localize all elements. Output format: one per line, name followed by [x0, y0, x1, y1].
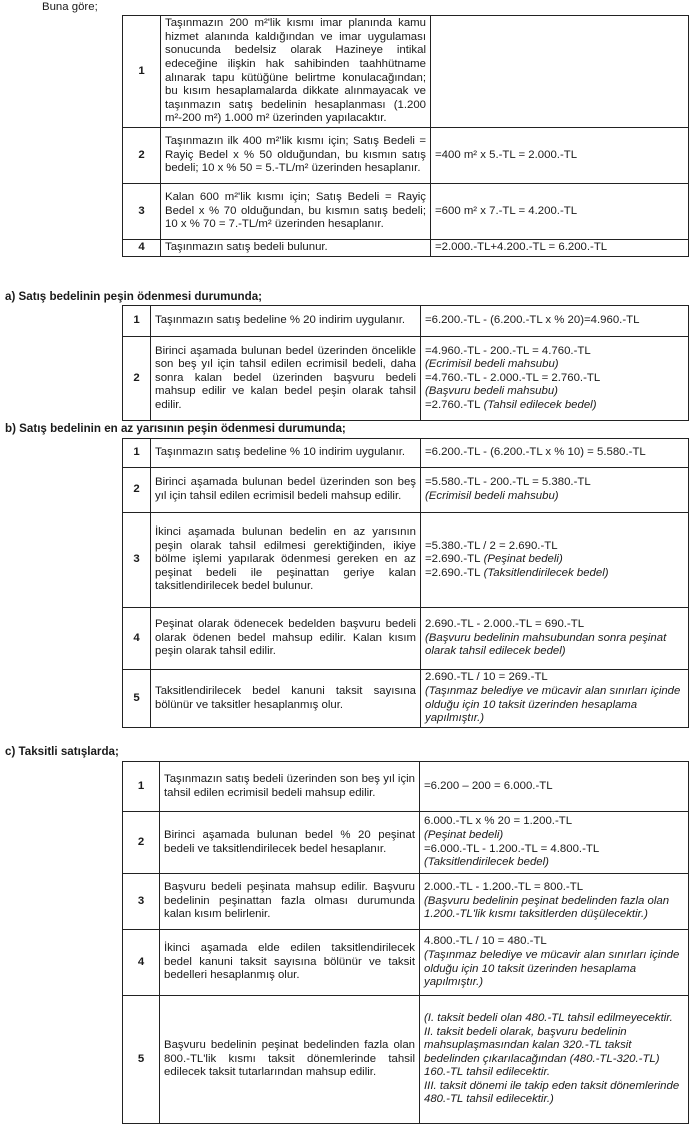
row-calculation: [420, 874, 689, 930]
row-calculation: [421, 468, 689, 513]
row-description: İkinci aşamada bulunan bedelin en az yarısının peşin olarak tahsil edilmesi gerektiğinden, ikiye bölme işlemi yapılarak ödenmesi gereken en az peşinat bedeli ile peşinattan geriye kalan taksitlendirilecek bedel bulunur.: [151, 513, 421, 608]
calculation-value: =2.000.-TL+4.200.-TL = 6.200.-TL: [435, 241, 608, 253]
row-calculation: [421, 513, 689, 608]
calculation-line: [424, 881, 684, 895]
row-number: 4: [123, 930, 160, 996]
calculation-line: [424, 829, 684, 843]
calculation-line: [435, 149, 684, 163]
calculation-line: [425, 567, 684, 581]
row-number: 3: [123, 184, 161, 240]
calculation-line: [424, 949, 684, 990]
row-description: Kalan 600 m²'lik kısmı için; Satış Bedeli = Rayiç Bedel x % 70 olduğundan, bu kısmın satış bedeli; 10 x % 70 = 7.-TL/m² üzerinden hesaplanır.: [161, 184, 431, 240]
intro-text: Buna göre;: [42, 1, 98, 13]
section-c-table: [122, 761, 689, 1124]
calculation-value: =2.760.-TL: [425, 398, 481, 411]
table-row: [123, 670, 689, 728]
calculation-line: [424, 1080, 684, 1107]
calculation-line: [424, 1012, 684, 1026]
calculation-value: 2.000.-TL - 1.200.-TL = 800.-TL: [424, 881, 584, 894]
calculation-line: [425, 553, 684, 567]
row-calculation: [421, 306, 689, 337]
calculation-value: =6.200.-TL - (6.200.-TL x % 10) = 5.580.-TL: [425, 446, 646, 459]
row-calculation: [421, 439, 689, 468]
calculation-note: III. taksit dönemi ile takip eden taksit dönemlerinde 480.-TL tahsil edilecektir.): [424, 1079, 680, 1106]
row-calculation: [420, 996, 689, 1124]
calculation-note: (Başvuru bedelinin mahsubundan sonra peşinat olarak tahsil edilecek bedel): [425, 631, 667, 658]
calculation-line: [425, 476, 684, 490]
table-row: [123, 16, 689, 128]
calculation-line: [425, 540, 684, 554]
row-description: Peşinat olarak ödenecek bedelden başvuru bedeli olarak ödenen bedel mahsup edilir. Kalan kısım peşin olarak tahsil edilir.: [151, 608, 421, 670]
main-calculation-table: [122, 15, 689, 257]
calculation-note: (Taşınmaz belediye ve mücavir alan sınırları içinde olduğu için 10 taksit üzerinden hesaplama yapılmıştır.): [424, 948, 680, 989]
row-description: Taksitlendirilecek bedel kanuni taksit sayısına bölünür ve taksitler hesaplanmış olur.: [151, 670, 421, 728]
row-calculation: [431, 184, 689, 240]
calculation-note: (Ecrimisil bedeli mahsubu): [425, 358, 559, 371]
calculation-line: [425, 345, 684, 359]
table-row: [123, 240, 689, 257]
calculation-line: [424, 780, 684, 794]
row-number: 2: [123, 468, 151, 513]
calculation-value: 4.800.-TL / 10 = 480.-TL: [424, 935, 547, 948]
row-number: 2: [123, 337, 151, 421]
calculation-value: =5.380.-TL / 2 = 2.690.-TL: [425, 539, 558, 552]
row-calculation: [431, 240, 689, 257]
table-row: [123, 439, 689, 468]
table-row: [123, 762, 689, 812]
calculation-note: (Başvuru bedeli mahsubu): [425, 385, 558, 398]
calculation-line: [425, 372, 684, 386]
table-row: [123, 874, 689, 930]
calculation-value: =2.690.-TL: [425, 553, 481, 566]
row-description: Taşınmazın satış bedeline % 10 indirim uygulanır.: [151, 439, 421, 468]
calculation-value: =4.760.-TL - 2.000.-TL = 2.760.-TL: [425, 371, 601, 384]
table-row: [123, 306, 689, 337]
calculation-line: [435, 241, 684, 255]
row-number: 4: [123, 240, 161, 257]
calculation-value: =600 m² x 7.-TL = 4.200.-TL: [435, 204, 578, 217]
row-number: 1: [123, 762, 160, 812]
table-row: [123, 128, 689, 184]
calculation-note: (Başvuru bedelinin peşinat bedelinden fazla olan 1.200.-TL'lik kısmı taksitlerden düşülecektir.): [424, 894, 670, 921]
row-number: 5: [123, 996, 160, 1124]
calculation-line: [424, 856, 684, 870]
calculation-line: [425, 358, 684, 372]
calculation-line: [425, 399, 684, 413]
calculation-note: (Taşınmaz belediye ve mücavir alan sınırları içinde olduğu için 10 taksit üzerinden hesaplama yapılmıştır.): [425, 684, 681, 725]
row-number: 1: [123, 439, 151, 468]
row-description: Taşınmazın satış bedeline % 20 indirim uygulanır.: [151, 306, 421, 337]
table-row: [123, 930, 689, 996]
table-row: [123, 468, 689, 513]
row-number: 2: [123, 128, 161, 184]
table-row: [123, 184, 689, 240]
row-description: Birinci aşamada bulunan bedel üzerinden öncelikle son beş yıl için tahsil edilen ecrimisil bedeli, daha sonra kalan bedel üzerinden başvuru bedeli mahsup edilir ve kalan bedel peşin olarak tahsil edilir.: [151, 337, 421, 421]
table-row: [123, 337, 689, 421]
row-calculation: [420, 930, 689, 996]
calculation-note: (Taksitlendirilecek bedel): [424, 856, 549, 869]
row-number: 4: [123, 608, 151, 670]
calculation-value: =5.580.-TL - 200.-TL = 5.380.-TL: [425, 476, 591, 489]
calculation-value: 2.690.-TL / 10 = 269.-TL: [425, 671, 548, 684]
row-description: Birinci aşamada bulunan bedel üzerinden son beş yıl için tahsil edilen ecrimisil bedeli mahsup edilir.: [151, 468, 421, 513]
calculation-note: (Ecrimisil bedeli mahsubu): [425, 490, 559, 502]
row-description: İkinci aşamada elde edilen taksitlendirilecek bedel kanuni taksit sayısına bölünür ve taksit bedelleri hesaplanmış olur.: [160, 930, 420, 996]
calculation-line: [424, 895, 684, 922]
calculation-value: =400 m² x 5.-TL = 2.000.-TL: [435, 148, 578, 161]
row-calculation: [421, 608, 689, 670]
calculation-value: 6.000.-TL x % 20 = 1.200.-TL: [424, 815, 573, 828]
calculation-line: [425, 446, 684, 460]
row-calculation: [421, 670, 689, 728]
calculation-line: [424, 1026, 684, 1080]
calculation-note: (I. taksit bedeli olan 480.-TL tahsil edilmeyecektir.: [424, 1011, 673, 1024]
section-c-heading: c) Taksitli satışlarda;: [5, 745, 119, 758]
calculation-line: [425, 685, 684, 726]
calculation-line: [424, 815, 684, 829]
calculation-note: II. taksit bedeli olarak, başvuru bedelinin mahsuplaşmasından kalan 320.-TL taksit bedelinden çıkarılacağından (480.-TL-320.-TL) 160.-TL tahsil edilecektir.: [424, 1025, 660, 1079]
section-b-table: [122, 438, 689, 728]
row-description: Birinci aşamada bulunan bedel % 20 peşinat bedeli ve taksitlendirilecek bedel hesaplanır.: [160, 812, 420, 874]
calculation-line: [424, 935, 684, 949]
row-description: Taşınmazın ilk 400 m²'lik kısmı için; Satış Bedeli = Rayiç Bedel x % 50 olduğundan, bu kısmın satış bedeli; 10 x % 50 = 5.-TL/m² üzerinden hesaplanır.: [161, 128, 431, 184]
row-description: Taşınmazın satış bedeli üzerinden son beş yıl için tahsil edilen ecrimisil bedeli mahsup edilir.: [160, 762, 420, 812]
row-calculation: [420, 812, 689, 874]
row-description: Başvuru bedelinin peşinat bedelinden fazla olan 800.-TL'lik kısmı taksit dönemlerinde tahsil edilecek taksit tutarlarından mahsup edilir.: [160, 996, 420, 1124]
row-number: 3: [123, 874, 160, 930]
table-row: [123, 996, 689, 1124]
row-calculation: [420, 762, 689, 812]
row-description: Taşınmazın satış bedeli bulunur.: [161, 240, 431, 257]
calculation-note: (Peşinat bedeli): [424, 828, 504, 841]
row-number: 1: [123, 16, 161, 128]
calculation-line: [425, 632, 684, 659]
calculation-line: [424, 843, 684, 857]
calculation-line: [425, 618, 684, 632]
calculation-note: (Taksitlendirilecek bedel): [480, 566, 609, 579]
row-number: 5: [123, 670, 151, 728]
table-row: [123, 513, 689, 608]
table-row: [123, 608, 689, 670]
calculation-value: 2.690.-TL - 2.000.-TL = 690.-TL: [425, 618, 585, 631]
calculation-value: =6.200 – 200 = 6.000.-TL: [424, 779, 553, 792]
calculation-note: (Tahsil edilecek bedel): [480, 398, 597, 411]
table-row: [123, 812, 689, 874]
row-description: Başvuru bedeli peşinata mahsup edilir. Başvuru bedelinin peşinattan fazla olması durumunda kalan kısım belirlenir.: [160, 874, 420, 930]
calculation-value: =6.200.-TL - (6.200.-TL x % 20)=4.960.-TL: [425, 314, 640, 327]
row-number: 2: [123, 812, 160, 874]
calculation-line: [425, 314, 684, 328]
row-number: 3: [123, 513, 151, 608]
section-a-table: [122, 305, 689, 421]
row-calculation: [421, 337, 689, 421]
calculation-line: [425, 671, 684, 685]
calculation-value: =2.690.-TL: [425, 566, 481, 579]
row-calculation: [431, 128, 689, 184]
calculation-value: =6.000.-TL - 1.200.-TL = 4.800.-TL: [424, 842, 600, 855]
calculation-line: [425, 490, 684, 504]
calculation-line: [425, 385, 684, 399]
calculation-value: =4.960.-TL - 200.-TL = 4.760.-TL: [425, 344, 591, 357]
row-number: 1: [123, 306, 151, 337]
row-description: Taşınmazın 200 m²'lik kısmı imar planında kamu hizmet alanında kaldığından ve imar uygulaması sonucunda bedelsiz olarak Hazineye intikal edeceğine ilişkin hak sahibinden taahhütname alınarak tapu kütüğüne belirtme konulacağından; bu kısım hesaplamalarda dikkate alınmayacak ve taşınmazın satış bedelinin hesaplanması (1.200 m²-200 m²) 1.000 m² üzerinden yapılacaktır.: [161, 16, 431, 128]
section-b-heading: b) Satış bedelinin en az yarısının peşin ödenmesi durumunda;: [5, 422, 346, 435]
section-a-heading: a) Satış bedelinin peşin ödenmesi durumunda;: [5, 290, 263, 303]
calculation-note: (Peşinat bedeli): [480, 553, 563, 566]
row-calculation: [431, 16, 689, 128]
calculation-line: [435, 205, 684, 219]
